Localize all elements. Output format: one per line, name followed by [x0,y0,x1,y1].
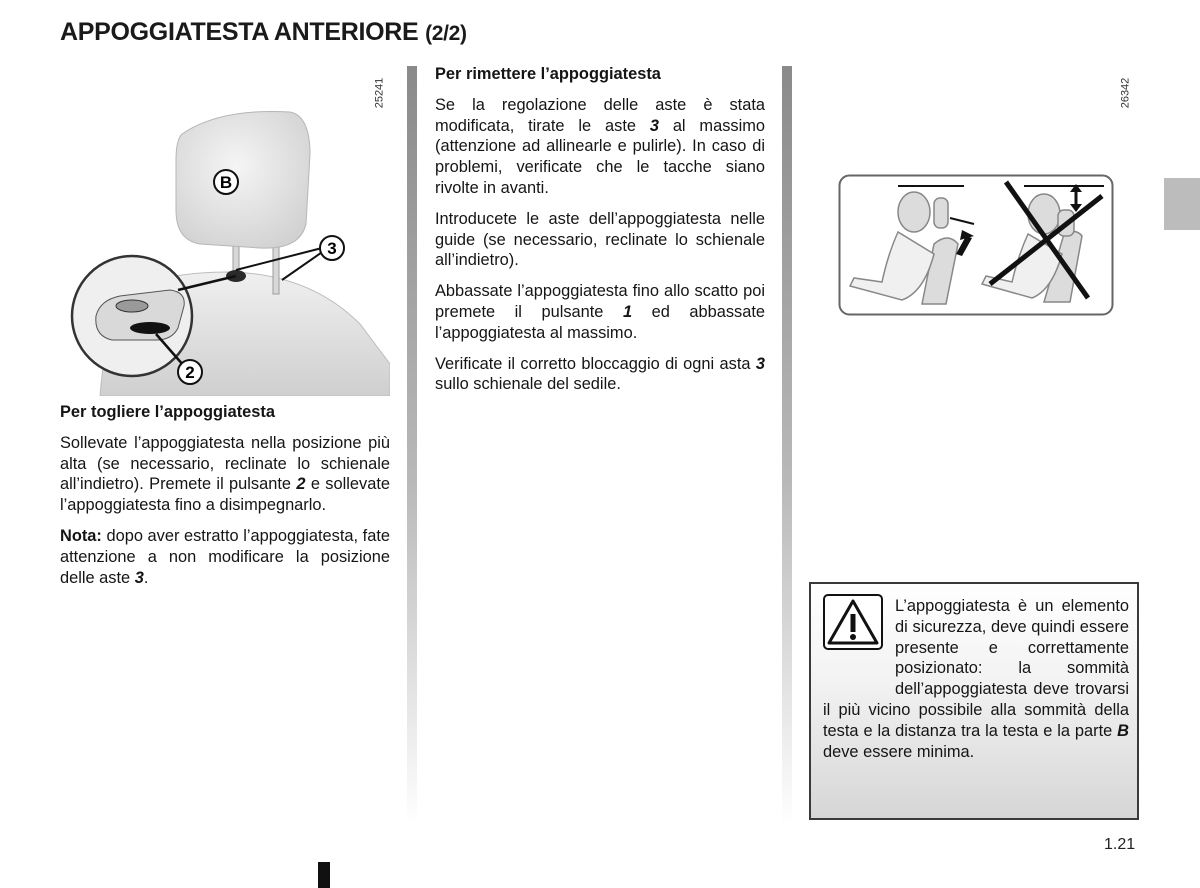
page-title-main: APPOGGIATESTA ANTERIORE [60,18,419,46]
column-divider-left [407,66,417,826]
headrest-position-diagram [838,174,1114,316]
chapter-tab-marker [1164,178,1200,230]
refit-paragraph-1: Se la regolazione delle aste è stata modificata, tirate le aste 3 al massimo (attenzione ad allinearle e pulirle). In caso di problemi, verificate che le tacche siano rivolte in avanti. [435,95,765,197]
refit-paragraph-4: Verificate il corretto bloccaggio di ogni asta 3 sullo schienale del sedile. [435,354,765,394]
remove-heading: Per togliere l’appoggiatesta [60,403,275,421]
remove-note: Nota: dopo aver estratto l’appoggiatesta, fate attenzione a non modificare la posizione delle aste 3. [60,526,390,587]
warning-text: L’appoggiatesta è un elemento di sicurezza, deve quindi essere presente e correttamente posizionato: la sommità dell’appoggiatesta deve trovarsi il più vicino possibile alla sommità della testa e la distanza tra la testa e la parte B deve essere minima. [823,597,1129,761]
page-title [60,18,467,47]
column-divider-right [782,66,792,826]
remove-paragraph: Sollevate l’appoggiatesta nella posizione più alta (se necessario, reclinate lo schienale all’indietro). Premete il pulsante 2 e sollevate l’appoggiatesta fino a disimpegnarlo. [60,433,390,515]
headrest-illustration [60,94,390,396]
note-label: Nota: [60,526,102,545]
refit-heading: Per rimettere l’appoggiatesta [435,65,661,83]
refit-headrest-section [435,64,765,405]
safety-warning-box [809,582,1139,820]
remove-headrest-section [60,402,390,598]
figure1-label-b: B [219,173,233,192]
page-title-sub: (2/2) [425,22,467,45]
print-crop-mark [318,862,330,888]
refit-paragraph-3: Abbassate l’appoggiatesta fino allo scatto poi premete il pulsante 1 ed abbassate l’appoggiatesta al massimo. [435,282,765,342]
page-number: 1.21 [1104,836,1136,853]
figure1-label-2: 2 [185,363,195,382]
refit-paragraph-2: Introducete le aste dell’appoggiatesta nelle guide (se necessario, reclinate lo schienale all’indietro). [435,209,765,270]
figure1-code: 25241 [373,77,386,109]
figure1-label-3: 3 [327,239,337,258]
figure2-code: 26342 [1119,77,1132,109]
